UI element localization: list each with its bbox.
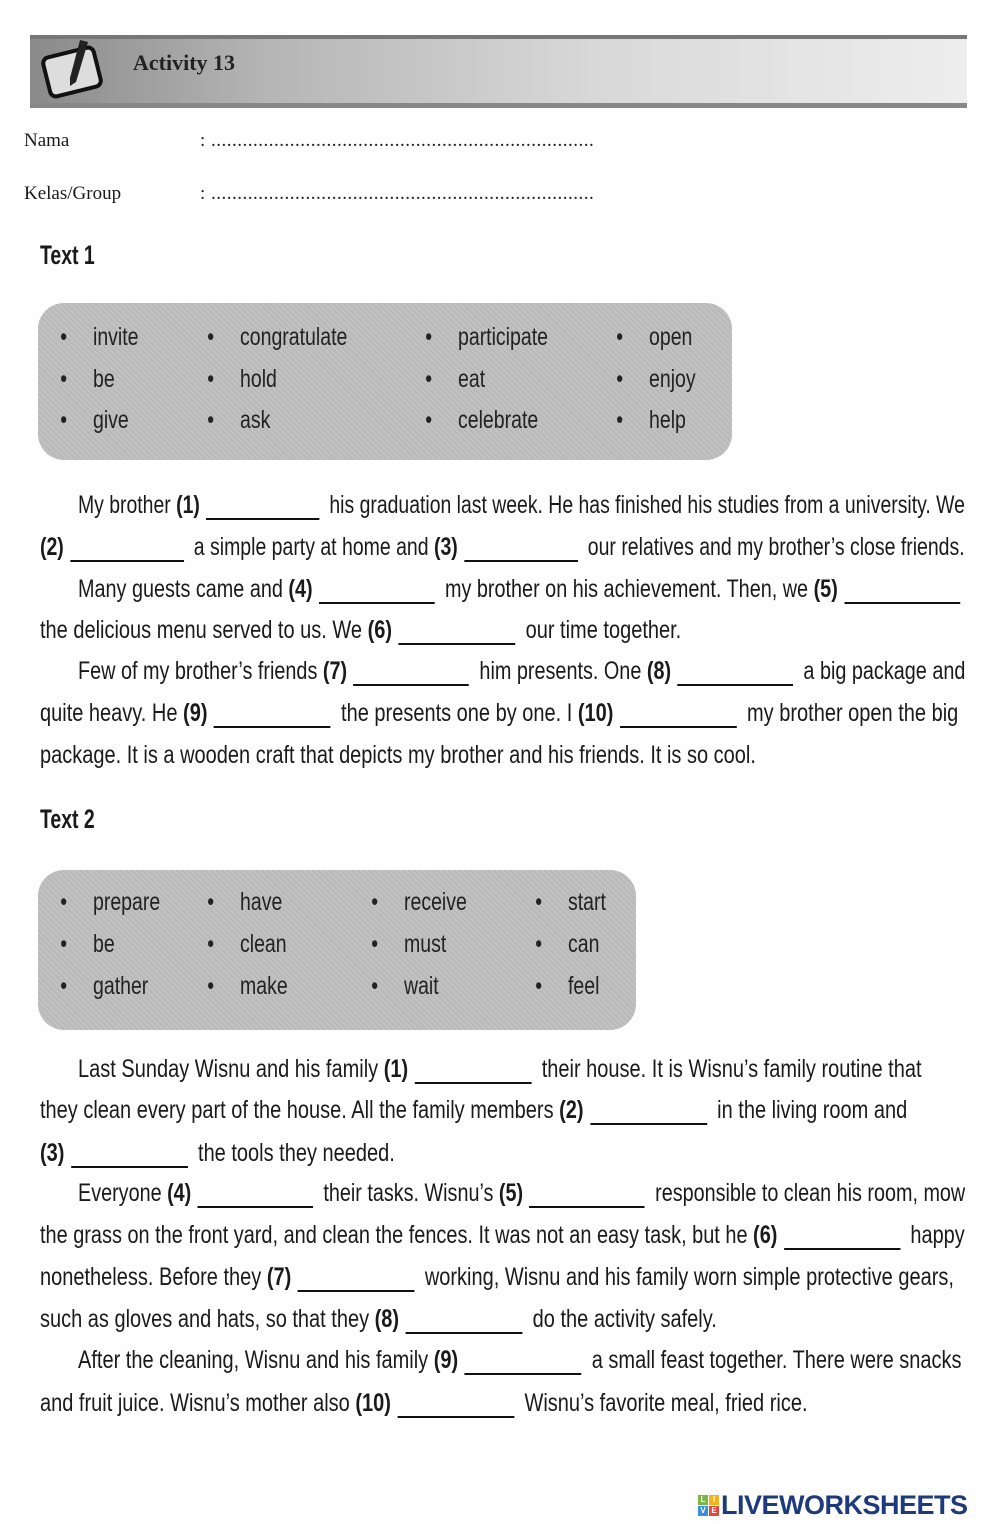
- passage-text: the tools they needed.: [192, 1139, 395, 1167]
- word-bank-item: • enjoy: [649, 365, 696, 394]
- passage-text: Many guests came and: [78, 575, 289, 603]
- blank-number: (7): [266, 1263, 292, 1291]
- blank-number: (3): [433, 533, 458, 561]
- passage-text: My brother: [78, 491, 177, 519]
- logo-mark-icon: [698, 1495, 719, 1516]
- word-bank-item: • open: [649, 323, 692, 352]
- passage-line: [40, 616, 681, 645]
- word-bank-item: • hold: [240, 365, 277, 394]
- answer-blank-input[interactable]: [353, 660, 469, 686]
- answer-blank-input[interactable]: [398, 619, 515, 645]
- word-bank-item: • clean: [240, 930, 287, 959]
- word-bank-item: • can: [568, 930, 599, 959]
- word-bank-item: • be: [93, 930, 115, 959]
- passage-line: [78, 575, 965, 604]
- class-label: Kelas/Group: [24, 183, 122, 204]
- passage-line: [40, 1096, 907, 1125]
- passage-line: [40, 1263, 954, 1292]
- passage-text: Wisnu’s favorite meal, fried rice.: [518, 1389, 808, 1417]
- blank-number: (1): [383, 1055, 409, 1083]
- word-bank-item: • ask: [240, 406, 270, 435]
- passage-text: in the living room and: [711, 1096, 908, 1124]
- word-bank-item: • be: [93, 365, 115, 394]
- passage-text: happy: [904, 1221, 965, 1249]
- passage-text: the presents one by one. I: [335, 699, 578, 727]
- blank-number: (7): [322, 657, 348, 685]
- answer-blank-input[interactable]: [590, 1099, 707, 1125]
- text2-heading: Text 2: [40, 804, 95, 834]
- passage-line: [40, 1139, 395, 1168]
- passage-line: [40, 533, 965, 562]
- passage-text: working, Wisnu and his family worn simple protective gears,: [419, 1263, 954, 1291]
- passage-text: Last Sunday Wisnu and his family: [78, 1055, 384, 1083]
- answer-blank-input[interactable]: [415, 1058, 532, 1084]
- passage-line: [40, 699, 958, 728]
- text1-heading: Text 1: [40, 240, 95, 270]
- passage-line: [78, 657, 965, 686]
- name-field[interactable]: : .........................................................................: [200, 130, 595, 151]
- blank-number: (1): [176, 491, 200, 519]
- logo-letter: V: [698, 1506, 708, 1516]
- passage-text: package. It is a wooden craft that depicts my brother and his friends. It is so cool.: [40, 741, 756, 769]
- blank-number: (5): [813, 575, 838, 603]
- passage-text: Few of my brother’s friends: [78, 657, 323, 685]
- blank-number: (9): [433, 1346, 459, 1374]
- answer-blank-input[interactable]: [214, 702, 331, 728]
- answer-blank-input[interactable]: [198, 1182, 314, 1208]
- answer-blank-input[interactable]: [677, 660, 793, 686]
- blank-number: (2): [40, 533, 64, 561]
- passage-text: a simple party at home and: [188, 533, 434, 561]
- passage-text: their tasks. Wisnu’s: [317, 1179, 499, 1207]
- answer-blank-input[interactable]: [464, 536, 578, 562]
- blank-number: (9): [183, 699, 208, 727]
- word-bank-item: • prepare: [93, 888, 160, 917]
- passage-line: [78, 1055, 922, 1084]
- blank-number: (8): [646, 657, 672, 685]
- passage-text: quite heavy. He: [40, 699, 184, 727]
- text1-word-box: [38, 303, 732, 460]
- passage-text: responsible to clean his room, mow: [649, 1179, 966, 1207]
- blank-number: (2): [559, 1096, 584, 1124]
- passage-text: his graduation last week. He has finished his studies from a university. We: [324, 491, 965, 519]
- logo-letter: L: [698, 1495, 708, 1505]
- passage-text: do the activity safely.: [527, 1305, 717, 1333]
- blank-number: (6): [753, 1221, 778, 1249]
- blank-number: (3): [40, 1139, 65, 1167]
- blank-number: (10): [577, 699, 614, 727]
- word-bank-item: • must: [404, 930, 446, 959]
- answer-blank-input[interactable]: [70, 536, 184, 562]
- liveworksheets-logo: [698, 1490, 968, 1521]
- logo-text: LIVEWORKSHEETS: [721, 1490, 968, 1520]
- word-bank-item: • give: [93, 406, 129, 435]
- answer-blank-input[interactable]: [529, 1182, 645, 1208]
- class-field[interactable]: : .........................................................................: [200, 183, 595, 204]
- passage-text: their house. It is Wisnu’s family routine that: [536, 1055, 922, 1083]
- blank-number: (5): [498, 1179, 524, 1207]
- answer-blank-input[interactable]: [206, 494, 319, 520]
- passage-text: my brother on his achievement. Then, we: [439, 575, 814, 603]
- word-bank-item: • start: [568, 888, 606, 917]
- passage-text: After the cleaning, Wisnu and his family: [78, 1346, 434, 1374]
- passage-text: such as gloves and hats, so that they: [40, 1305, 375, 1333]
- passage-line: [78, 491, 965, 520]
- passage-line: [40, 1221, 965, 1250]
- blank-number: (6): [367, 616, 393, 644]
- word-bank-item: • help: [649, 406, 686, 435]
- blank-number: (4): [288, 575, 313, 603]
- passage-line: [78, 1179, 965, 1208]
- passage-text: and fruit juice. Wisnu’s mother also: [40, 1389, 356, 1417]
- blank-number: (8): [374, 1305, 400, 1333]
- passage-text: Everyone: [78, 1179, 168, 1207]
- word-bank-item: • receive: [404, 888, 467, 917]
- answer-blank-input[interactable]: [406, 1308, 523, 1334]
- passage-line: [40, 741, 756, 770]
- answer-blank-input[interactable]: [397, 1392, 514, 1418]
- passage-text: they clean every part of the house. All the family members: [40, 1096, 560, 1124]
- logo-letter: I: [709, 1495, 719, 1505]
- passage-text: nonetheless. Before they: [40, 1263, 267, 1291]
- passage-line: [40, 1305, 717, 1334]
- word-bank-item: • congratulate: [240, 323, 347, 352]
- answer-blank-input[interactable]: [298, 1266, 415, 1292]
- answer-blank-input[interactable]: [465, 1349, 582, 1375]
- passage-text: a small feast together. There were snacks: [586, 1346, 962, 1374]
- passage-text: our relatives and my brother’s close friends.: [582, 533, 965, 561]
- answer-blank-input[interactable]: [844, 578, 960, 604]
- answer-blank-input[interactable]: [71, 1142, 188, 1168]
- passage-text: my brother open the big: [741, 699, 959, 727]
- tablet-pen-icon: [40, 38, 120, 100]
- word-bank-item: • celebrate: [458, 406, 538, 435]
- blank-number: (10): [355, 1389, 391, 1417]
- answer-blank-input[interactable]: [784, 1224, 900, 1250]
- answer-blank-input[interactable]: [620, 702, 737, 728]
- name-label: Nama: [24, 130, 70, 151]
- passage-text: the grass on the front yard, and clean the fences. It was not an easy task, but he: [40, 1221, 754, 1249]
- word-bank-item: • eat: [458, 365, 485, 394]
- word-bank-item: • gather: [93, 972, 148, 1001]
- word-bank-item: • invite: [93, 323, 139, 352]
- passage-text: a big package and: [797, 657, 966, 685]
- blank-number: (4): [167, 1179, 192, 1207]
- word-bank-item: • feel: [568, 972, 599, 1001]
- word-bank-item: • have: [240, 888, 282, 917]
- word-bank-item: • wait: [404, 972, 439, 1001]
- word-bank-item: • participate: [458, 323, 548, 352]
- logo-letter: E: [709, 1506, 719, 1516]
- passage-line: [78, 1346, 962, 1375]
- passage-line: [40, 1389, 808, 1418]
- passage-text: the delicious menu served to us. We: [40, 616, 368, 644]
- passage-text: our time together.: [520, 616, 682, 644]
- word-bank-item: • make: [240, 972, 288, 1001]
- passage-text: him presents. One: [473, 657, 647, 685]
- answer-blank-input[interactable]: [319, 578, 435, 604]
- activity-title: Activity 13: [133, 50, 236, 75]
